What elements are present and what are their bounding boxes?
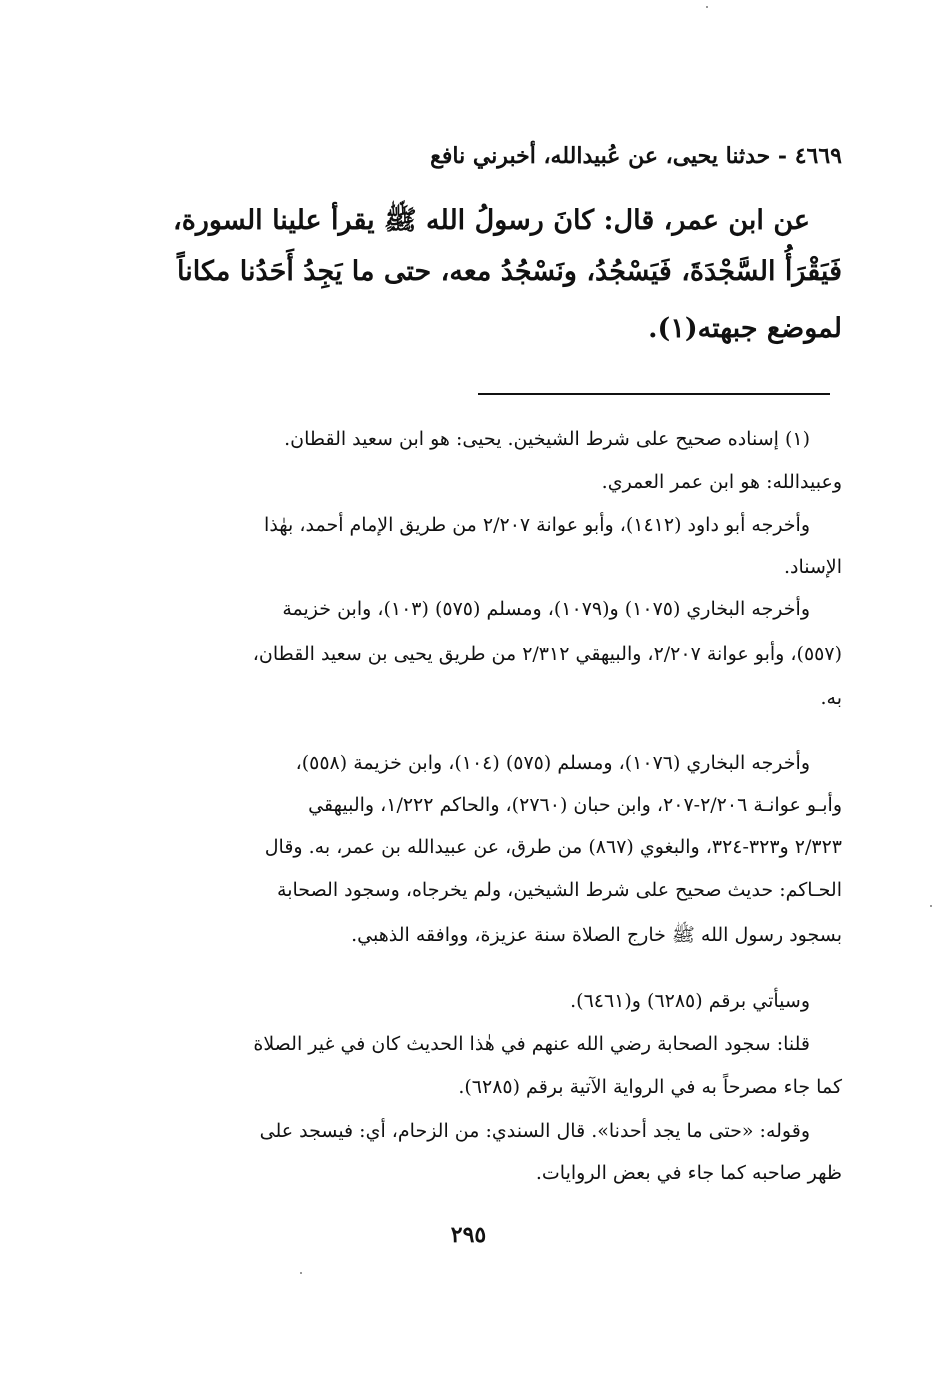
footnote-line: (٥٥٧)، وأبو عوانة ٢/٢٠٧، والبيهقي ٢/٣١٢ من طريق يحيى بن سعيد القطان، [252,643,842,665]
footnote-line: وعبيدالله: هو ابن عمر العمري. [601,471,842,493]
footnote-line: قلنا: سجود الصحابة رضي الله عنهم في هٰذا الحديث كان في غير الصلاة [253,1033,810,1055]
footnote-line: (١) إسناده صحيح على شرط الشيخين. يحيى: هو ابن سعيد القطان. [284,428,810,450]
footnote-line: الحـاكم: حديث صحيح على شرط الشيخين، ولم يخرجاه، وسجود الصحابة [277,879,842,901]
scan-speck [930,905,932,907]
hadith-line: فَيَقْرَأُ السَّجْدَةَ، فَيَسْجُدُ، ونَسْجُدُ معه، حتى ما يَجِدُ أَحَدُنا مكاناً [177,256,842,287]
footnote-line: وسيأتي برقم (٦٢٨٥) و(٦٤٦١). [570,990,810,1012]
footnote-line: ظهر صاحبه كما جاء في بعض الروايات. [535,1162,842,1184]
hadith-line: ٤٦٦٩ - حدثنا يحيى، عن عُبيدالله، أخبرني نافع [430,143,842,169]
scan-speck [706,6,708,8]
footnote-line: بسجود رسول الله ﷺ خارج الصلاة سنة عزيزة، ووافقه الذهبي. [351,924,842,946]
footnote-divider [478,393,830,395]
hadith-line: عن ابن عمر، قال: كانَ رسولُ الله ﷺ يقرأ علينا السورة، [173,205,810,236]
scan-speck [300,1272,302,1274]
footnote-line: وأخرجه البخاري (١٠٧٥) و(١٠٧٩)، ومسلم (٥٧٥) (١٠٣)، وابن خزيمة [282,598,810,620]
footnote-line: به. [820,687,842,709]
footnote-line: وأبـو عوانـة ٢/٢٠٦-٢٠٧، وابن حبان (٢٧٦٠)، والحاكم ١/٢٢٢، والبيهقي [308,794,842,816]
footnote-line: وأخرجه البخاري (١٠٧٦)، ومسلم (٥٧٥) (١٠٤)، وابن خزيمة (٥٥٨)، [295,752,810,774]
footnote-line: كما جاء مصرحاً به في الرواية الآتية برقم (٦٢٨٥). [458,1076,842,1098]
footnote-line: وأخرجه أبو داود (١٤١٢)، وأبو عوانة ٢/٢٠٧ من طريق الإمام أحمد، بهٰذا [264,514,810,536]
footnote-line: ٢/٣٢٣ و٣٢٣-٣٢٤، والبغوي (٨٦٧) من طرق، عن عبيدالله بن عمر، به. وقال [264,836,842,858]
hadith-line: لموضع جبهته(١). [648,313,842,344]
footnote-line: وقوله: «حتى ما يجد أحدنا». قال السندي: من الزحام، أي: فيسجد على [259,1120,810,1142]
footnote-line: الإسناد. [783,556,842,578]
page-number: ٢٩٥ [450,1222,487,1248]
